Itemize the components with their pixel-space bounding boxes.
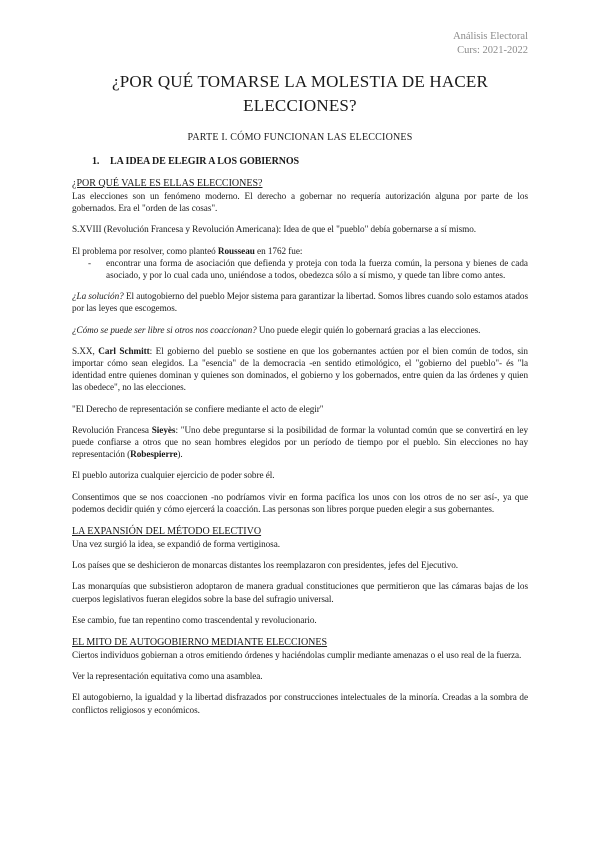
paragraph: ¿La solución? El autogobierno del pueblo Mejor sistema para garantizar la libertad. Somos libres cuando solo estamos atados por las leyes que escogemos. [72,291,528,314]
paragraph: El problema por resolver, como planteó Rousseau en 1762 fue: [72,245,303,256]
paragraph: Los países que se deshicieron de monarcas distantes los reemplazaron con presidentes, jefes del Ejecutivo. [72,560,459,571]
paragraph: El autogobierno, la igualdad y la libertad disfrazados por construcciones intelectuales de la minoría. Creadas a la sombra de conflictos religiosos y económicos. [72,692,528,715]
section-title [92,156,528,167]
section-title-text: LA IDEA DE ELEGIR A LOS GOBIERNOS [110,156,299,167]
list-item: - encontrar una forma de asociación que defienda y proteja con toda la fuerza común, la persona y bienes de cada asociado, y por lo cual cada uno, uniéndose a todos, obedezca sólo a sí mismo, y quede tan libre como antes. [106,257,528,281]
subsection-heading-why-elections: ¿POR QUÉ VALE ES ELLAS ELECCIONES? [72,178,263,189]
paragraph: Ver la representación equitativa como una asamblea. [72,671,263,682]
author-schmitt: Carl Schmitt [98,345,150,356]
paragraph: Una vez surgió la idea, se expandió de forma vertiginosa. [72,539,280,550]
paragraph: Las elecciones son un fenómeno moderno. El derecho a gobernar no requería autorización alguna por parte de los gobernados. Era el "orden de las cosas". [72,191,528,214]
part-title: PARTE I. CÓMO FUNCIONAN LAS ELECCIONES [187,132,413,143]
section-number: 1. [92,156,100,167]
author-sieyes: Sieyès [151,424,176,435]
subsection-heading-expansion: LA EXPANSIÓN DEL MÉTODO ELECTIVO [72,526,262,538]
paragraph: S.XVIII (Revolución Francesa y Revolución Americana): Idea de que el "pueblo" debía gobernarse a sí mismo. [72,224,477,235]
paragraph: El pueblo autoriza cualquier ejercicio de poder sobre él. [72,470,275,481]
document-header [72,30,528,58]
paragraph: Consentimos que se nos coaccionen -no podríamos vivir en forma pacífica los unos con los otros de no ser así-, ya que podemos decidir quién y cómo ejercerá la coacción. Las personas son libres porque pueden elegir a sus gobernantes. [72,491,528,514]
author-robespierre: Robespierre [130,449,178,460]
dash-list [72,257,528,281]
subject-label: Análisis Electoral [453,31,528,42]
quote-paragraph: "El Derecho de representación se confiere mediante el acto de elegir" [72,403,324,414]
paragraph: Ese cambio, fue tan repentino como trascendental y revolucionario. [72,614,317,625]
document-title: ¿POR QUÉ TOMARSE LA MOLESTIA DE HACER ELECCIONES? [111,72,489,115]
paragraph: S.XX, Carl Schmitt: El gobierno del pueblo se sostiene en que los gobernantes actúen por el bien común de todos, sin importar cómo sean elegidos. La "esencia" de la democracia -en sentido etimológico, el "gobierno del pueblo"- és "la identidad entre quienes dominan y quienes son dominados, el gobierno y los gobernados, entre quien da las órdenes y quien las obedece", no las elecciones. [72,345,528,393]
subsection-heading-myth: EL MITO DE AUTOGOBIERNO MEDIANTE ELECCIONES [72,637,328,649]
paragraph: Ciertos individuos gobiernan a otros emitiendo órdenes y haciéndolas cumplir mediante amenazas o el uso real de la fuerza. [72,650,522,661]
paragraph: ¿Cómo se puede ser libre si otros nos coaccionan? Uno puede elegir quién lo gobernará gracias a las elecciones. [72,324,481,335]
document-page [72,30,528,716]
paragraph: Las monarquías que subsistieron adoptaron de manera gradual constituciones que permitieron que las cámaras bajas de los cuerpos legislativos fueran elegidos sobre la base del sufragio universal. [72,581,528,604]
author-rousseau: Rousseau [217,245,255,256]
course-label: Curs: 2021-2022 [457,45,528,56]
paragraph: Revolución Francesa Sieyès: "Uno debe preguntarse si la posibilidad de formar la voluntad común que se convertirá en ley puede confiarse a otros que no sean hombres elegidos por un período de tiempo por el pueblo. Sin elecciones no hay representación (Robespierre). [72,424,528,460]
